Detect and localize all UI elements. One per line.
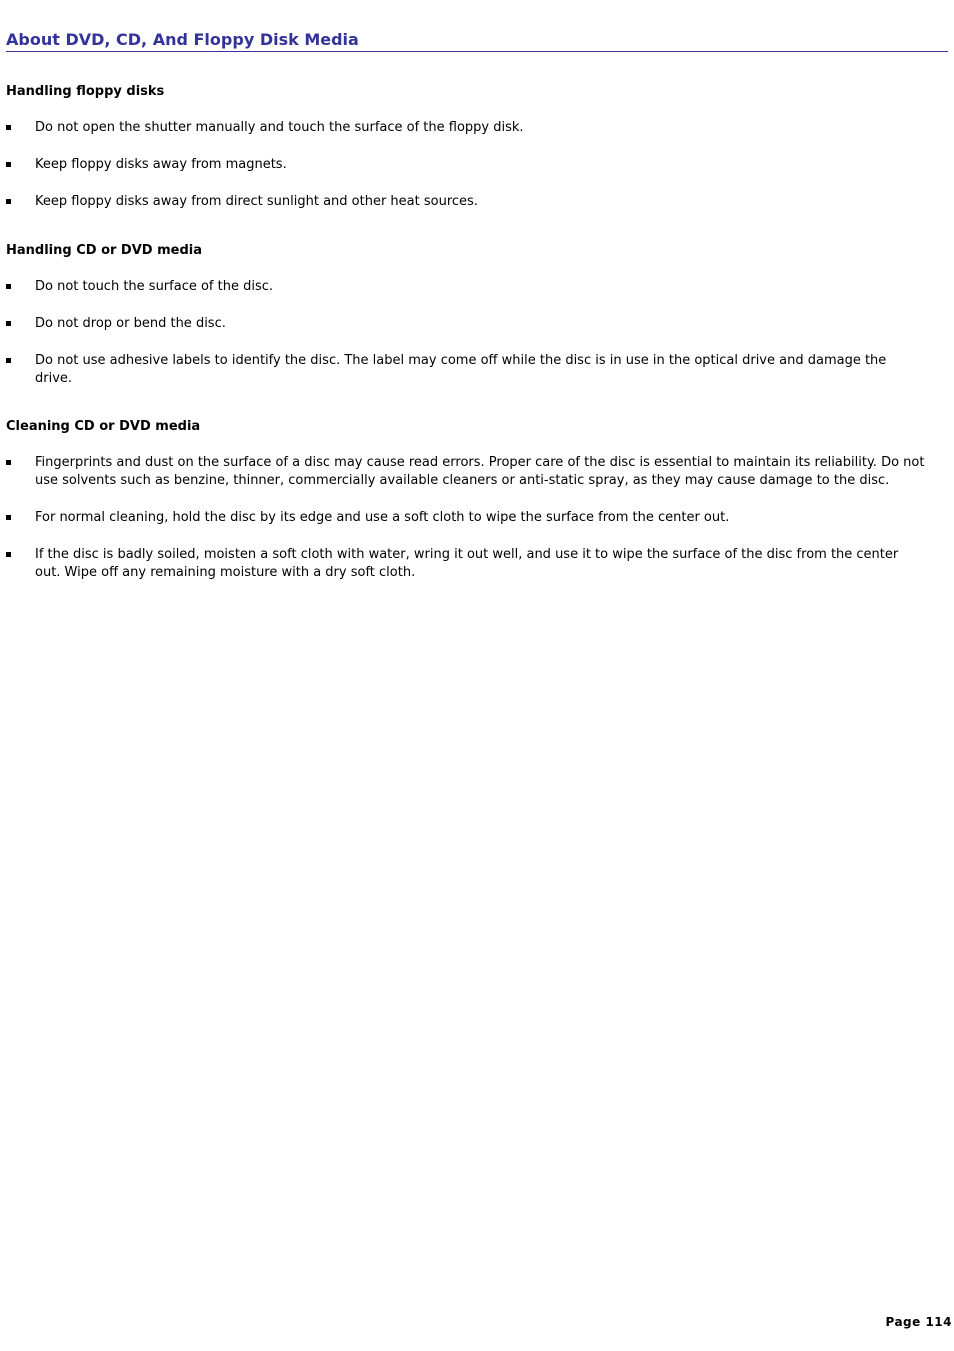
list-item-text: If the disc is badly soiled, moisten a soft cloth with water, wring it out well, and use it to wipe the surface of the disc from the center out. Wipe off any remaining moisture with a dry soft cloth. (35, 547, 899, 580)
list-item (6, 546, 926, 582)
list-item-text: Keep floppy disks away from direct sunlight and other heat sources. (35, 194, 478, 209)
square-bullet-icon (6, 284, 11, 289)
document-page (6, 0, 948, 582)
square-bullet-icon (6, 515, 11, 520)
square-bullet-icon (6, 125, 11, 130)
list-item (6, 156, 926, 174)
section-heading-handling-floppy-disks: Handling floppy disks (6, 84, 165, 99)
section-heading-handling-cd-dvd-media: Handling CD or DVD media (6, 243, 203, 258)
list-item-text: Do not drop or bend the disc. (35, 316, 226, 331)
list-item-text: Keep floppy disks away from magnets. (35, 157, 287, 172)
square-bullet-icon (6, 552, 11, 557)
section-heading-cleaning-cd-dvd-media: Cleaning CD or DVD media (6, 419, 201, 434)
bullet-list-cleaning-cd-dvd-media (6, 454, 926, 582)
list-item-text: For normal cleaning, hold the disc by its edge and use a soft cloth to wipe the surface from the center out. (35, 510, 730, 525)
page-title: About DVD, CD, And Floppy Disk Media (6, 30, 948, 52)
square-bullet-icon (6, 358, 11, 363)
list-item-text: Do not touch the surface of the disc. (35, 279, 274, 294)
list-item (6, 119, 926, 137)
list-item (6, 509, 926, 527)
list-item-text: Fingerprints and dust on the surface of a disc may cause read errors. Proper care of the disc is essential to maintain its reliability. Do not use solvents such as benzine, thinner, commercially available cleaners or anti-static spray, as they may cause damage to the disc. (35, 455, 925, 488)
list-item-text: Do not open the shutter manually and touch the surface of the floppy disk. (35, 120, 524, 135)
list-item (6, 454, 926, 490)
square-bullet-icon (6, 321, 11, 326)
square-bullet-icon (6, 460, 11, 465)
list-item (6, 315, 926, 333)
bullet-list-handling-floppy-disks (6, 119, 926, 211)
list-item (6, 278, 926, 296)
square-bullet-icon (6, 199, 11, 204)
bullet-list-handling-cd-dvd-media (6, 278, 926, 388)
page-number: Page 114 (885, 1315, 952, 1329)
list-item (6, 352, 926, 388)
list-item-text: Do not use adhesive labels to identify the disc. The label may come off while the disc is in use in the optical drive and damage the drive. (35, 353, 887, 386)
square-bullet-icon (6, 162, 11, 167)
list-item (6, 193, 926, 211)
